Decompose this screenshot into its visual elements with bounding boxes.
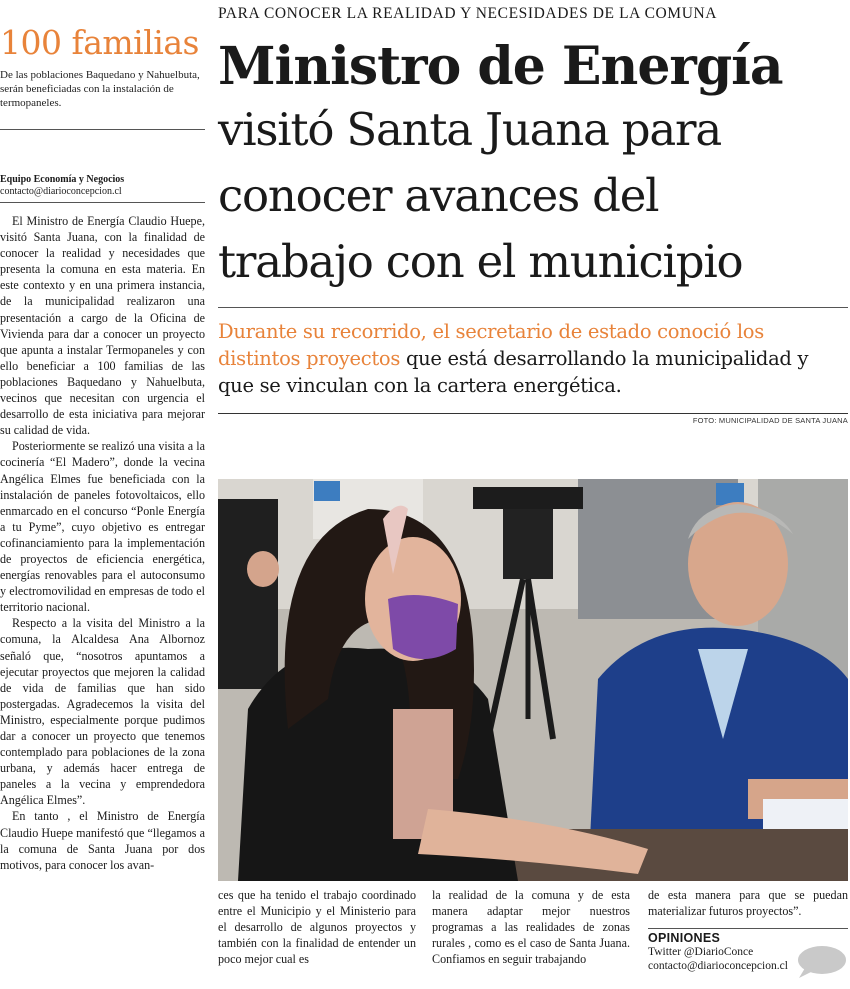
left-column xyxy=(0,0,205,989)
deck-text: que está desarrollando la municipalidad y que se vinculan con la cartera energética. xyxy=(218,347,809,397)
deck-highlight: Durante su recorrido, el secretario de estado conoció los distintos proyectos xyxy=(218,320,764,370)
paragraph: Posteriormente se realizó una visita a la cocinería “El Madero”, donde la vecina Angélica Elmes fue beneficiada con la instalación de paneles fotovoltaicos, ello enmarcado en el concurso “Ponle Energía a tu Pyme”, cuyo objetivo es entregar cofinanciamiento para la implementación de proyectos de eficiencia energética, energías renovables para el autoconsumo y electromovilidad en empresas de todo el territorio nacional. xyxy=(0,439,205,615)
paragraph: ces que ha tenido el trabajo coordinado entre el Municipio y el Ministerio para el desarrollo de algunos proyectos y también con la finalidad de entender un poco mejor cual es xyxy=(218,888,416,967)
author-byline: Equipo Economía y Negocios xyxy=(0,174,125,185)
article-body-left xyxy=(0,213,205,873)
headline-line: trabajo con el municipio xyxy=(218,235,743,288)
deck xyxy=(218,318,848,399)
photo-credit: FOTO: MUNICIPALIDAD DE SANTA JUANA xyxy=(692,416,848,425)
main-column xyxy=(218,0,848,428)
headline-line: visitó Santa Juana para xyxy=(218,103,721,156)
author-email[interactable]: contacto@diarioconcepcion.cl xyxy=(0,186,122,197)
divider xyxy=(648,928,848,929)
divider xyxy=(218,307,848,308)
paragraph: En tanto , el Ministro de Energía Claudio Huepe manifestó que “llegamos a la comuna de Santa Juana por dos motivos, para conocer los avan- xyxy=(0,809,205,872)
article-column-3 xyxy=(432,887,630,967)
paragraph: de esta manera para que se puedan materializar futuros proyectos”. xyxy=(648,888,848,919)
speech-bubble-icon xyxy=(795,944,847,985)
paragraph: El Ministro de Energía Claudio Huepe, visitó Santa Juana, con la finalidad de conocer la realidad y necesidades que presenta la comuna en esta materia. En este contexto y en una primera instancia, de la municipalidad realizaron una presentación a cargo de la Oficina de Vivienda para dar a conocer un proyecto que apunta a instalar Termopaneles y con ello beneficiar a 100 familias de las poblaciones Baquedano y Nahuelbuta, vecinos que necesitan con urgencia el desarrollo de esta iniciativa para mejorar su calidad de vida. xyxy=(0,214,205,438)
sidebar-subheadline: De las poblaciones Baquedano y Nahuelbuta, serán beneficiadas con la instalación de termopaneles. xyxy=(0,69,200,109)
article-photo xyxy=(218,479,848,881)
photo-illustration xyxy=(218,479,848,881)
sidebar-headline: 100 familias xyxy=(0,23,199,62)
paragraph: la realidad de la comuna y de esta manera adaptar mejor nuestros programas a las realidades de zonas rurales , como es el caso de Santa Juana. Confiamos en seguir trabajando xyxy=(432,888,630,967)
article-column-2 xyxy=(218,887,416,967)
twitter-handle[interactable]: Twitter @DiarioConce xyxy=(648,946,754,959)
opiniones-title: OPINIONES xyxy=(648,931,721,946)
headline-bold: Ministro de Energía xyxy=(218,36,783,97)
contact-email[interactable]: contacto@diarioconcepcion.cl xyxy=(648,960,788,973)
divider xyxy=(0,129,205,130)
headline-line: conocer avances del xyxy=(218,169,659,222)
divider xyxy=(0,202,205,203)
kicker: PARA CONOCER LA REALIDAD Y NECESIDADES DE LA COMUNA xyxy=(218,5,718,22)
paragraph: Respecto a la visita del Ministro a la comuna, la Alcaldesa Ana Albornoz señaló que, “nosotros apuntamos a ejecutar proyectos que mejoren la calidad de vida de familias que han sido postergadas. Agradecemos la visita del Ministro, especialmente porque pudimos dar a conocer un proyecto que tenemos contemplado para poblaciones de la zona urbana, y además hacer entrega de paneles a la vecina y emprendedora Angélica Elmes”. xyxy=(0,616,205,808)
